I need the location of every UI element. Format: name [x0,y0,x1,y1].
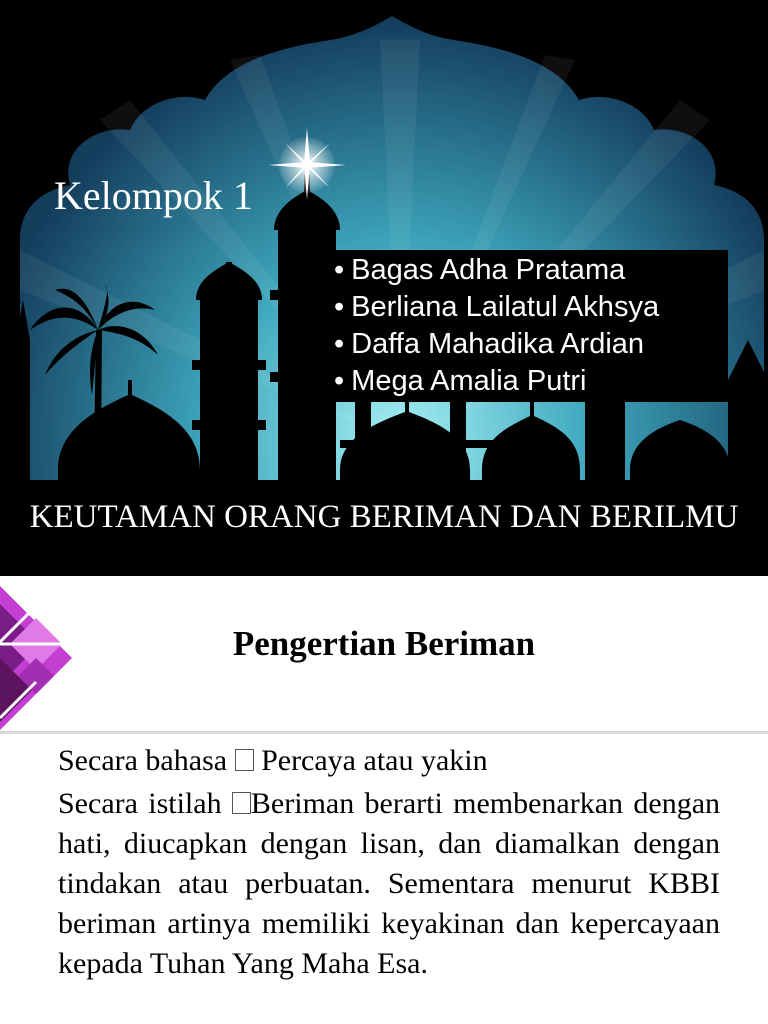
term-label: Secara bahasa [58,744,228,777]
divider [0,731,768,734]
member-item: • Mega Amalia Putri [334,363,659,400]
term-meaning: Percaya atau yakin [261,744,488,777]
section-title: Pengertian Beriman [232,624,536,663]
member-item: • Berliana Lailatul Akhsya [334,289,659,326]
definition-paragraph-term [58,784,720,984]
term-meaning: Beriman berarti membenarkan dengan hati, diucapkan dengan lisan, dan diamalkan dengan tindakan atau perbuatan. Sementara menurut KBBI beriman artinya memiliki keyakinan dan kepercayaan kepada Tuhan Yang Maha Esa. [58,787,721,980]
definition-line-language [58,740,720,782]
arrow-symbol-icon [235,749,254,771]
member-item: • Daffa Mahadika Ardian [334,326,659,363]
member-item: • Bagas Adha Pratama [334,252,659,289]
slide-subtitle: KEUTAMAN ORANG BERIMAN DAN BERILMU [29,499,739,535]
slide-title: Kelompok 1 [54,173,253,218]
definition-text [58,740,720,984]
members-list [334,252,659,400]
term-label: Secara istilah [58,787,222,820]
content-slide [0,576,768,1024]
arrow-symbol-icon [232,792,251,814]
